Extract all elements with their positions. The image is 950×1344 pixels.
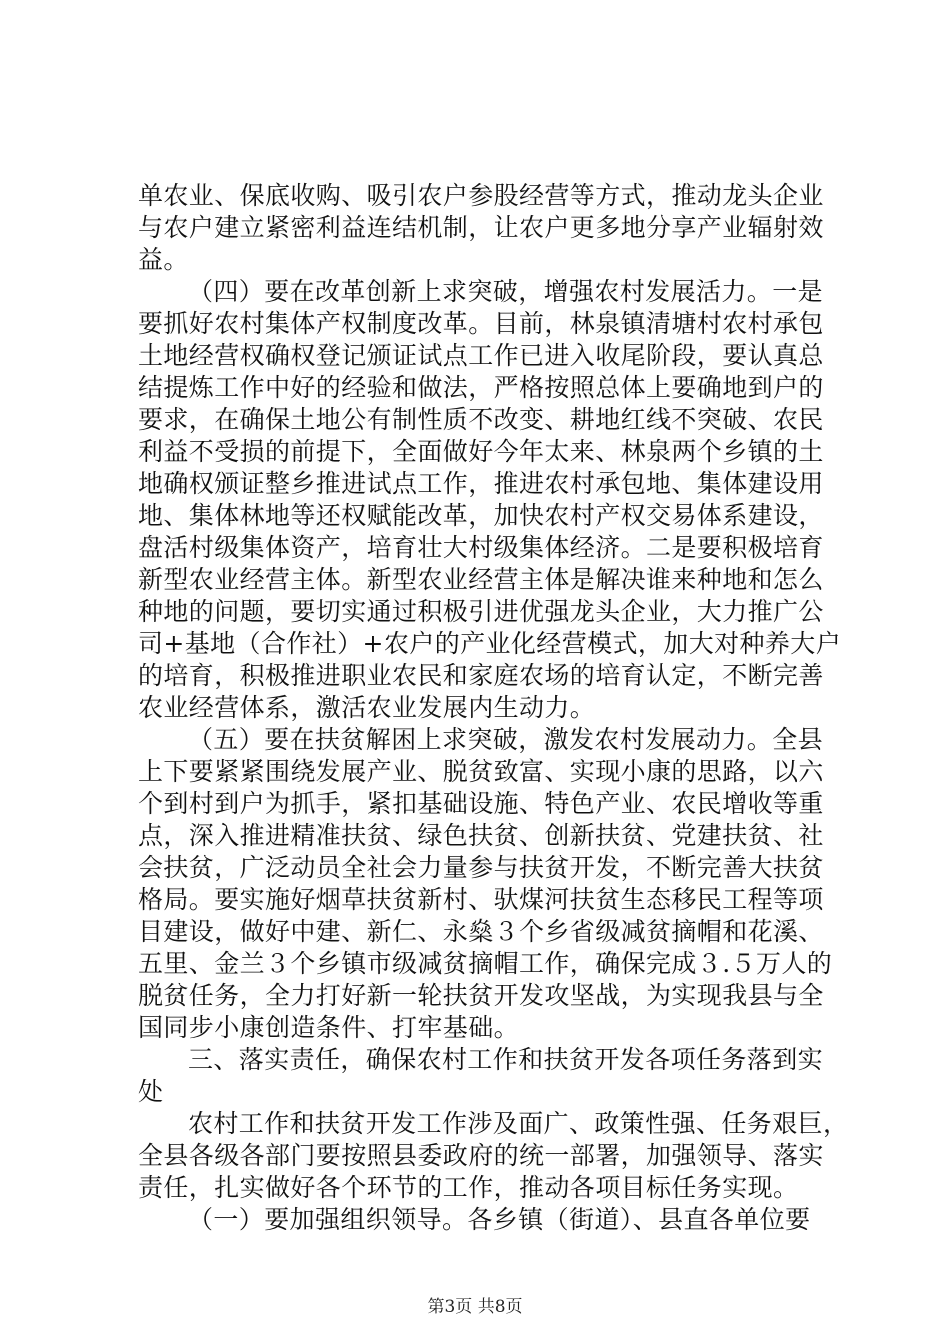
body-text-line: 点，深入推进精准扶贫、绿色扶贫、创新扶贫、党建扶贫、社 [138,821,824,850]
body-text-line: 脱贫任务，全力打好新一轮扶贫开发攻坚战，为实现我县与全 [138,981,824,1010]
body-text-line: 土地经营权确权登记颁证试点工作已进入收尾阶段，要认真总 [138,341,824,370]
body-text-line: 司+基地（合作社）+农户的产业化经营模式，加大对种养大户 [138,629,842,658]
body-text-line: 新型农业经营主体。新型农业经营主体是解决谁来种地和怎么 [138,565,824,594]
paragraph-heading-1: （一）要加强组织领导。各乡镇（街道）、县直各单位要 [188,1205,811,1234]
body-text-line: 单农业、保底收购、吸引农户参股经营等方式，推动龙头企业 [138,181,824,210]
body-text-line: 农村工作和扶贫开发工作涉及面广、政策性强、任务艰巨， [188,1109,849,1138]
page-footer [0,1296,950,1318]
body-text-line: 盘活村级集体资产，培育壮大村级集体经济。二是要积极培育 [138,533,824,562]
body-text-line: 结提炼工作中好的经验和做法，严格按照总体上要确地到户的 [138,373,824,402]
body-text-line: 责任，扎实做好各个环节的工作，推动各项目标任务实现。 [138,1173,799,1202]
body-text-line: 国同步小康创造条件、打牢基础。 [138,1013,520,1042]
page-number-label: 第3页 共8页 [427,1297,523,1317]
body-text-line: 要抓好农村集体产权制度改革。目前，林泉镇清塘村农村承包 [138,309,824,338]
body-text-line: 农业经营体系，激活农业发展内生动力。 [138,693,596,722]
body-text-line: 的培育，积极推进职业农民和家庭农场的培育认定，不断完善 [138,661,824,690]
section-heading-3: 三、落实责任，确保农村工作和扶贫开发各项任务落到实 [188,1045,824,1074]
paragraph-heading-5: （五）要在扶贫解困上求突破，激发农村发展动力。全县 [188,725,824,754]
body-text-line: 格局。要实施好烟草扶贫新村、驮煤河扶贫生态移民工程等项 [138,885,824,914]
body-text-line: 益。 [138,245,189,274]
body-text-line: 与农户建立紧密利益连结机制，让农户更多地分享产业辐射效 [138,213,824,242]
section-heading-3-continued: 处 [138,1077,164,1106]
body-text-line: 五里、金兰３个乡镇市级减贫摘帽工作，确保完成３.５万人的 [138,949,833,978]
paragraph-heading-4: （四）要在改革创新上求突破，增强农村发展活力。一是 [188,277,824,306]
body-text-line: 个到村到户为抓手，紧扣基础设施、特色产业、农民增收等重 [138,789,824,818]
body-text-line: 地、集体林地等还权赋能改革，加快农村产权交易体系建设， [138,501,824,530]
body-text-line: 要求，在确保土地公有制性质不改变、耕地红线不突破、农民 [138,405,824,434]
body-text-line: 种地的问题，要切实通过积极引进优强龙头企业，大力推广公 [138,597,824,626]
body-text-line: 会扶贫，广泛动员全社会力量参与扶贫开发，不断完善大扶贫 [138,853,824,882]
body-text-line: 上下要紧紧围绕发展产业、脱贫致富、实现小康的思路，以六 [138,757,824,786]
body-text-line: 目建设，做好中建、新仁、永燊３个乡省级减贫摘帽和花溪、 [138,917,824,946]
body-text-line: 地确权颁证整乡推进试点工作，推进农村承包地、集体建设用 [138,469,824,498]
body-text-line: 全县各级各部门要按照县委政府的统一部署，加强领导、落实 [138,1141,824,1170]
body-text-line: 利益不受损的前提下，全面做好今年太来、林泉两个乡镇的土 [138,437,824,466]
